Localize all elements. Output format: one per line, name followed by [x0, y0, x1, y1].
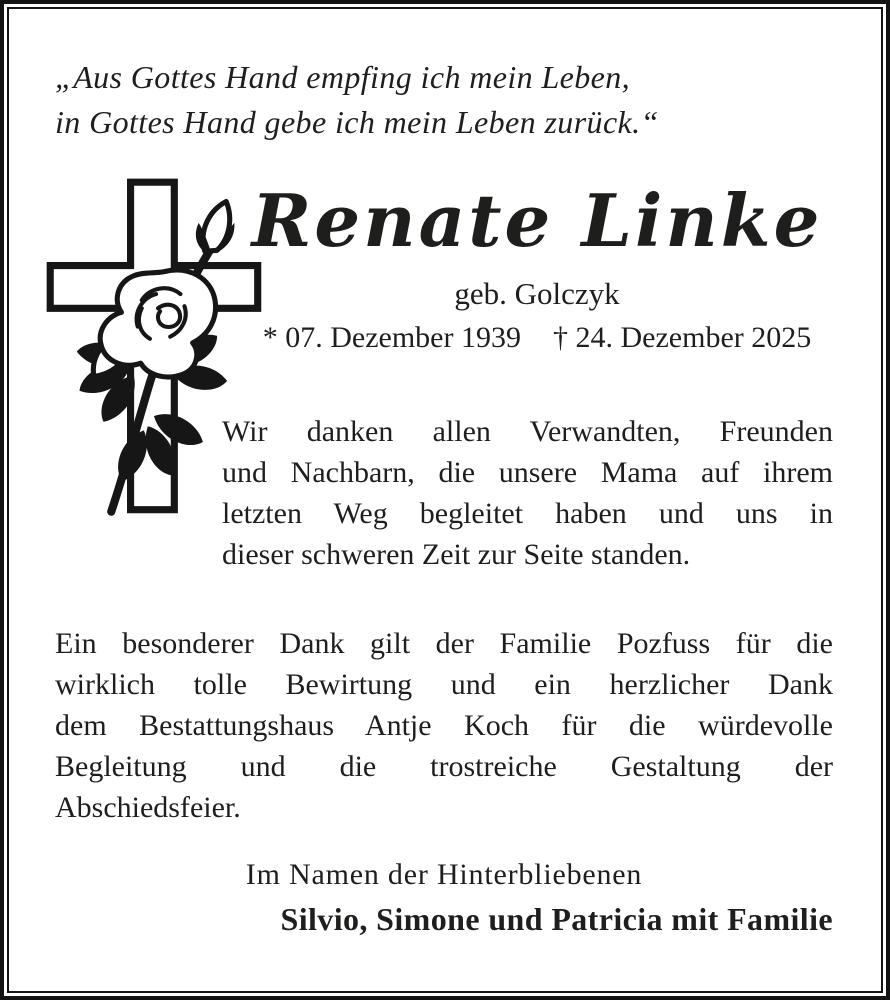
text-line: wirklich tolle Bewirtung und ein herzlicher Dank	[55, 668, 833, 701]
death-date: † 24. Dezember 2025	[553, 321, 812, 354]
closing-line: Im Namen der Hinterbliebenen	[245, 858, 643, 891]
life-dates	[241, 319, 833, 357]
text-line: Ein besonderer Dank gilt der Familie Pozfuss für die	[55, 627, 833, 660]
text-line: Abschiedsfeier.	[55, 791, 241, 824]
acknowledgement-paragraph	[55, 623, 833, 828]
cross-with-rose-icon	[43, 174, 269, 530]
text-line: in Gottes Hand gebe ich mein Leben zurück.“	[55, 104, 659, 140]
birth-date: * 07. Dezember 1939	[262, 321, 521, 354]
text-line: Begleitung und die trostreiche Gestaltung der	[55, 750, 833, 783]
deceased-name: Renate Linke	[251, 178, 823, 263]
maiden-name: geb. Golczyk	[454, 276, 620, 311]
memorial-quote	[55, 55, 833, 145]
text-line: „Aus Gottes Hand empfing ich mein Leben,	[55, 59, 631, 95]
text-line: dem Bestattungshaus Antje Koch für die würdevolle	[55, 709, 833, 742]
text-line: letzten Weg begleitet haben und uns in	[222, 497, 833, 530]
deceased-header	[241, 171, 833, 357]
thanks-paragraph	[222, 411, 833, 575]
text-line: dieser schweren Zeit zur Seite standen.	[222, 538, 691, 571]
notice-inner-frame	[7, 7, 883, 993]
text-line: und Nachbarn, die unsere Mama auf ihrem	[222, 456, 833, 489]
signature-block	[55, 856, 833, 939]
family-signature: Silvio, Simone und Patricia mit Familie	[280, 901, 833, 937]
text-line: Wir danken allen Verwandten, Freunden	[222, 415, 833, 448]
